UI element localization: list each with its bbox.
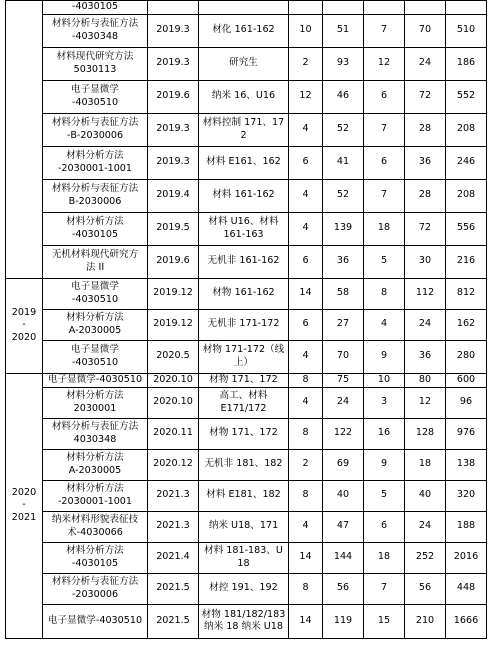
- course-classes-cell: 材物 171、172: [199, 373, 289, 387]
- course-date-cell: 2021.3: [148, 511, 199, 542]
- value-cell-7: 112: [405, 278, 446, 309]
- table-row: [6, 480, 487, 511]
- value-cell-5: 75: [323, 373, 364, 387]
- value-cell-4: 8: [289, 480, 323, 511]
- course-date-cell: 2020.5: [148, 340, 199, 373]
- course-date-cell: 2019.6: [148, 245, 199, 278]
- course-classes-cell: 材料 181-183、U18: [199, 542, 289, 573]
- value-cell-7: 36: [405, 146, 446, 179]
- course-name-cell: 材料分析与表征方法 B-2030006: [43, 179, 148, 212]
- course-name-cell: 电子显微学 -4030510: [43, 278, 148, 309]
- course-classes-cell: 材物 181/182/183 纳米 18 纳米 U18: [199, 604, 289, 638]
- value-cell-4: 10: [289, 14, 323, 47]
- value-cell-4: 6: [289, 309, 323, 340]
- course-name-cell: 电子显微学-4030510: [43, 604, 148, 638]
- value-cell-4: 4: [289, 179, 323, 212]
- course-name-cell: 材料分析方法 -2030001-1001: [43, 146, 148, 179]
- course-name-cell: 无机材料现代研究方 法 II: [43, 245, 148, 278]
- value-cell-4: 8: [289, 418, 323, 449]
- table-row: [6, 80, 487, 113]
- course-name-cell: 材料分析方法 -4030105: [43, 212, 148, 245]
- course-classes-cell: 材控 191、192: [199, 573, 289, 604]
- value-cell-4: 14: [289, 542, 323, 573]
- table-row: [6, 604, 487, 638]
- course-classes-cell: 无机非 181、182: [199, 449, 289, 480]
- course-classes-cell: 材料 161-162: [199, 179, 289, 212]
- course-classes-cell: 材物 161-162: [199, 278, 289, 309]
- value-cell-8: 600: [446, 373, 487, 387]
- course-date-cell: 2020.10: [148, 373, 199, 387]
- value-cell-7: 24: [405, 47, 446, 80]
- value-cell-5: 93: [323, 47, 364, 80]
- value-cell-8: [446, 1, 487, 15]
- value-cell-5: 51: [323, 14, 364, 47]
- course-name-cell: 材料分析与表征方法 -B-2030006: [43, 113, 148, 146]
- value-cell-7: 128: [405, 418, 446, 449]
- value-cell-7: 28: [405, 179, 446, 212]
- value-cell-4: 4: [289, 113, 323, 146]
- value-cell-6: 16: [364, 418, 405, 449]
- value-cell-5: 36: [323, 245, 364, 278]
- value-cell-5: 69: [323, 449, 364, 480]
- value-cell-8: 2016: [446, 542, 487, 573]
- value-cell-8: 448: [446, 573, 487, 604]
- value-cell-7: 36: [405, 340, 446, 373]
- value-cell-8: 96: [446, 387, 487, 418]
- course-date-cell: 2019.3: [148, 14, 199, 47]
- course-classes-cell: 纳米 16、U16: [199, 80, 289, 113]
- value-cell-5: 47: [323, 511, 364, 542]
- table-row: [6, 542, 487, 573]
- value-cell-5: 56: [323, 573, 364, 604]
- value-cell-4: 8: [289, 573, 323, 604]
- value-cell-7: 72: [405, 212, 446, 245]
- value-cell-6: 9: [364, 449, 405, 480]
- value-cell-6: 7: [364, 573, 405, 604]
- course-date-cell: 2019.3: [148, 47, 199, 80]
- academic-year-cell: 2019 - 2020: [6, 278, 43, 373]
- academic-year-cell: [6, 1, 43, 279]
- course-classes-cell: 材料 E161、162: [199, 146, 289, 179]
- value-cell-4: 14: [289, 604, 323, 638]
- value-cell-8: 162: [446, 309, 487, 340]
- value-cell-5: 58: [323, 278, 364, 309]
- academic-year-cell: 2020 - 2021: [6, 373, 43, 638]
- value-cell-6: 7: [364, 179, 405, 212]
- value-cell-6: 10: [364, 373, 405, 387]
- value-cell-6: [364, 1, 405, 15]
- course-date-cell: 2021.5: [148, 604, 199, 638]
- value-cell-8: 216: [446, 245, 487, 278]
- course-name-cell: 材料分析方法 -4030105: [43, 542, 148, 573]
- value-cell-8: 976: [446, 418, 487, 449]
- value-cell-5: 52: [323, 179, 364, 212]
- course-date-cell: 2019.12: [148, 278, 199, 309]
- course-name-cell: 材料分析与表征方法 -4030348: [43, 14, 148, 47]
- table-row: [6, 573, 487, 604]
- course-classes-cell: 纳米 U18、171: [199, 511, 289, 542]
- course-name-cell: 材料分析方法 A-2030005: [43, 309, 148, 340]
- value-cell-8: 1666: [446, 604, 487, 638]
- value-cell-5: 139: [323, 212, 364, 245]
- course-name-cell: 材料分析与表征方法 -2030006: [43, 573, 148, 604]
- course-classes-cell: 材化 161-162: [199, 14, 289, 47]
- course-date-cell: 2020.10: [148, 387, 199, 418]
- course-date-cell: 2020.12: [148, 449, 199, 480]
- value-cell-6: 6: [364, 511, 405, 542]
- value-cell-5: 122: [323, 418, 364, 449]
- course-classes-cell: 无机非 171-172: [199, 309, 289, 340]
- table-row: [6, 309, 487, 340]
- value-cell-6: 7: [364, 113, 405, 146]
- value-cell-6: 9: [364, 340, 405, 373]
- table-row: [6, 179, 487, 212]
- value-cell-8: 208: [446, 113, 487, 146]
- course-date-cell: 2019.3: [148, 113, 199, 146]
- course-classes-cell: 高工、材料 E171/172: [199, 387, 289, 418]
- course-name-cell: 材料现代研究方法 5030113: [43, 47, 148, 80]
- value-cell-4: 4: [289, 212, 323, 245]
- table-row: [6, 1, 487, 15]
- table-row: [6, 511, 487, 542]
- value-cell-7: 80: [405, 373, 446, 387]
- table-row: [6, 278, 487, 309]
- course-name-cell: 材料分析方法 A-2030005: [43, 449, 148, 480]
- value-cell-6: 18: [364, 212, 405, 245]
- course-classes-cell: 材料 U16、材料 161-163: [199, 212, 289, 245]
- table-row: [6, 387, 487, 418]
- value-cell-4: 6: [289, 146, 323, 179]
- value-cell-7: 40: [405, 480, 446, 511]
- table-row: [6, 418, 487, 449]
- value-cell-7: 72: [405, 80, 446, 113]
- table-row: [6, 245, 487, 278]
- value-cell-5: 144: [323, 542, 364, 573]
- value-cell-4: [289, 1, 323, 15]
- course-date-cell: 2019.12: [148, 309, 199, 340]
- value-cell-6: 8: [364, 278, 405, 309]
- course-name-cell: 电子显微学 -4030510: [43, 340, 148, 373]
- value-cell-4: 4: [289, 387, 323, 418]
- course-date-cell: 2020.11: [148, 418, 199, 449]
- course-name-cell: 材料分析方法 2030001: [43, 387, 148, 418]
- value-cell-6: 12: [364, 47, 405, 80]
- course-date-cell: 2019.3: [148, 146, 199, 179]
- value-cell-7: 30: [405, 245, 446, 278]
- value-cell-4: 14: [289, 278, 323, 309]
- course-date-cell: 2021.5: [148, 573, 199, 604]
- value-cell-7: 28: [405, 113, 446, 146]
- value-cell-4: 4: [289, 340, 323, 373]
- value-cell-5: 40: [323, 480, 364, 511]
- value-cell-6: 5: [364, 245, 405, 278]
- value-cell-6: 18: [364, 542, 405, 573]
- course-date-cell: 2019.5: [148, 212, 199, 245]
- value-cell-5: 46: [323, 80, 364, 113]
- value-cell-8: 138: [446, 449, 487, 480]
- course-classes-cell: [199, 1, 289, 15]
- value-cell-5: 41: [323, 146, 364, 179]
- value-cell-4: 12: [289, 80, 323, 113]
- value-cell-8: 280: [446, 340, 487, 373]
- table-row: [6, 113, 487, 146]
- value-cell-6: 6: [364, 146, 405, 179]
- teaching-record-table: [5, 0, 487, 639]
- value-cell-8: 208: [446, 179, 487, 212]
- course-classes-cell: 材物 171-172（线 上）: [199, 340, 289, 373]
- course-name-cell: 材料分析与表征方法 4030348: [43, 418, 148, 449]
- table-row: [6, 449, 487, 480]
- value-cell-4: 6: [289, 245, 323, 278]
- course-name-cell: 纳米材料形貌表征技 术-4030066: [43, 511, 148, 542]
- table-body: [6, 1, 487, 639]
- table-row: [6, 14, 487, 47]
- value-cell-5: 27: [323, 309, 364, 340]
- value-cell-6: 7: [364, 14, 405, 47]
- value-cell-5: [323, 1, 364, 15]
- course-date-cell: 2019.6: [148, 80, 199, 113]
- course-name-cell: -4030105: [43, 1, 148, 15]
- course-date-cell: 2019.4: [148, 179, 199, 212]
- value-cell-5: 52: [323, 113, 364, 146]
- value-cell-7: 210: [405, 604, 446, 638]
- value-cell-7: 24: [405, 309, 446, 340]
- table-row: [6, 340, 487, 373]
- table-row: [6, 146, 487, 179]
- value-cell-7: 56: [405, 573, 446, 604]
- value-cell-4: 8: [289, 373, 323, 387]
- course-date-cell: [148, 1, 199, 15]
- value-cell-6: 6: [364, 80, 405, 113]
- value-cell-5: 24: [323, 387, 364, 418]
- course-name-cell: 电子显微学-4030510: [43, 373, 148, 387]
- course-date-cell: 2021.4: [148, 542, 199, 573]
- value-cell-6: 15: [364, 604, 405, 638]
- value-cell-8: 510: [446, 14, 487, 47]
- value-cell-4: 2: [289, 449, 323, 480]
- table-row: [6, 373, 487, 387]
- value-cell-7: 70: [405, 14, 446, 47]
- value-cell-7: 12: [405, 387, 446, 418]
- course-date-cell: 2021.3: [148, 480, 199, 511]
- value-cell-5: 119: [323, 604, 364, 638]
- course-classes-cell: 研究生: [199, 47, 289, 80]
- course-classes-cell: 材料 E181、182: [199, 480, 289, 511]
- value-cell-7: 18: [405, 449, 446, 480]
- value-cell-6: 4: [364, 309, 405, 340]
- value-cell-7: [405, 1, 446, 15]
- value-cell-7: 24: [405, 511, 446, 542]
- value-cell-7: 252: [405, 542, 446, 573]
- table-row: [6, 212, 487, 245]
- value-cell-6: 3: [364, 387, 405, 418]
- value-cell-8: 246: [446, 146, 487, 179]
- value-cell-6: 5: [364, 480, 405, 511]
- value-cell-5: 70: [323, 340, 364, 373]
- value-cell-8: 186: [446, 47, 487, 80]
- value-cell-8: 552: [446, 80, 487, 113]
- table-row: [6, 47, 487, 80]
- value-cell-8: 812: [446, 278, 487, 309]
- value-cell-4: 2: [289, 47, 323, 80]
- course-classes-cell: 无机非 161-162: [199, 245, 289, 278]
- course-name-cell: 材料分析方法 -2030001-1001: [43, 480, 148, 511]
- value-cell-8: 320: [446, 480, 487, 511]
- course-name-cell: 电子显微学 -4030510: [43, 80, 148, 113]
- value-cell-8: 556: [446, 212, 487, 245]
- value-cell-8: 188: [446, 511, 487, 542]
- course-classes-cell: 材物 171、172: [199, 418, 289, 449]
- course-classes-cell: 材料控制 171、172: [199, 113, 289, 146]
- value-cell-4: 4: [289, 511, 323, 542]
